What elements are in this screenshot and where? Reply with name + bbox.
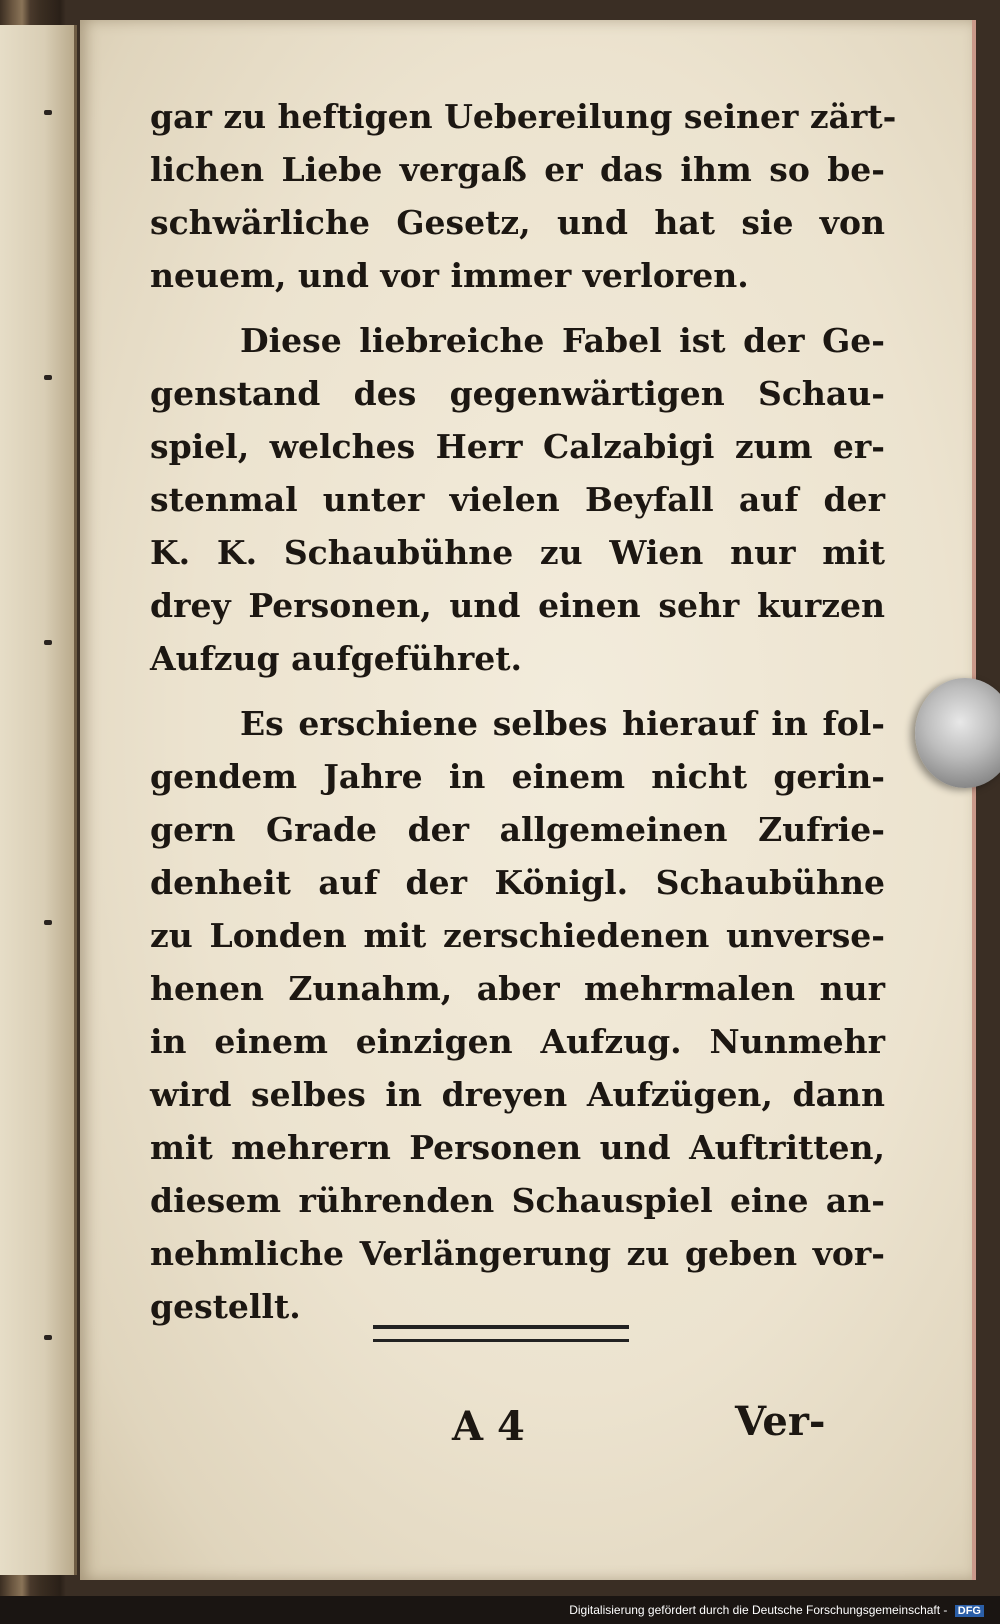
signature-mark: A 4 (452, 1403, 525, 1450)
text-line: gestellt. (150, 1287, 301, 1326)
text-line: diesem rührenden Schauspiel eine an- (150, 1181, 885, 1220)
text-line: spiel, welches Herr Calzabigi zum er- (150, 427, 885, 466)
text-line: genstand des gegenwärtigen Schau- (150, 374, 885, 413)
text-line: zu Londen mit zerschiedenen unverse- (150, 916, 885, 955)
text-line: gar zu heftigen Uebereilung seiner zärt- (150, 97, 897, 136)
ornamental-rule (373, 1325, 629, 1342)
left-page-edge (0, 25, 77, 1575)
margin-mark (44, 920, 52, 925)
book-page (80, 20, 976, 1580)
text-line: henen Zunahm, aber mehrmalen nur (150, 969, 885, 1008)
text-line: K. K. Schaubühne zu Wien nur mit (150, 533, 885, 572)
text-line: neuem, und vor immer verloren. (150, 256, 749, 295)
text-line: lichen Liebe vergaß er das ihm so be- (150, 150, 885, 189)
text-line: Diese liebreiche Fabel ist der Ge- (240, 321, 885, 360)
text-line: wird selbes in dreyen Aufzügen, dann (150, 1075, 885, 1114)
margin-mark (44, 375, 52, 380)
credit-text: Digitalisierung gefördert durch die Deutsche Forschungsgemeinschaft - (569, 1603, 948, 1617)
text-line: gendem Jahre in einem nicht gerin- (150, 757, 885, 796)
text-line: mit mehrern Personen und Auftritten, (150, 1128, 885, 1167)
margin-mark (44, 1335, 52, 1340)
text-line: in einem einzigen Aufzug. Nunmehr (150, 1022, 885, 1061)
paragraph (150, 314, 885, 685)
catchword: Ver- (735, 1398, 826, 1445)
text-line: gern Grade der allgemeinen Zufrie- (150, 810, 885, 849)
text-line: Aufzug aufgeführet. (150, 639, 523, 678)
text-line: denheit auf der Königl. Schaubühne (150, 863, 885, 902)
dfg-logo: DFG (955, 1605, 984, 1617)
text-line: Es erschiene selbes hierauf in fol- (240, 704, 885, 743)
text-line: stenmal unter vielen Beyfall auf der (150, 480, 885, 519)
margin-mark (44, 110, 52, 115)
margin-mark (44, 640, 52, 645)
body-text (150, 90, 897, 1345)
paragraph (150, 697, 885, 1333)
text-line: schwärliche Gesetz, und hat sie von (150, 203, 885, 242)
text-line: nehmliche Verlängerung zu geben vor- (150, 1234, 885, 1273)
paragraph (150, 90, 897, 302)
digitization-credit (565, 1602, 988, 1618)
text-line: drey Personen, und einen sehr kurzen (150, 586, 885, 625)
